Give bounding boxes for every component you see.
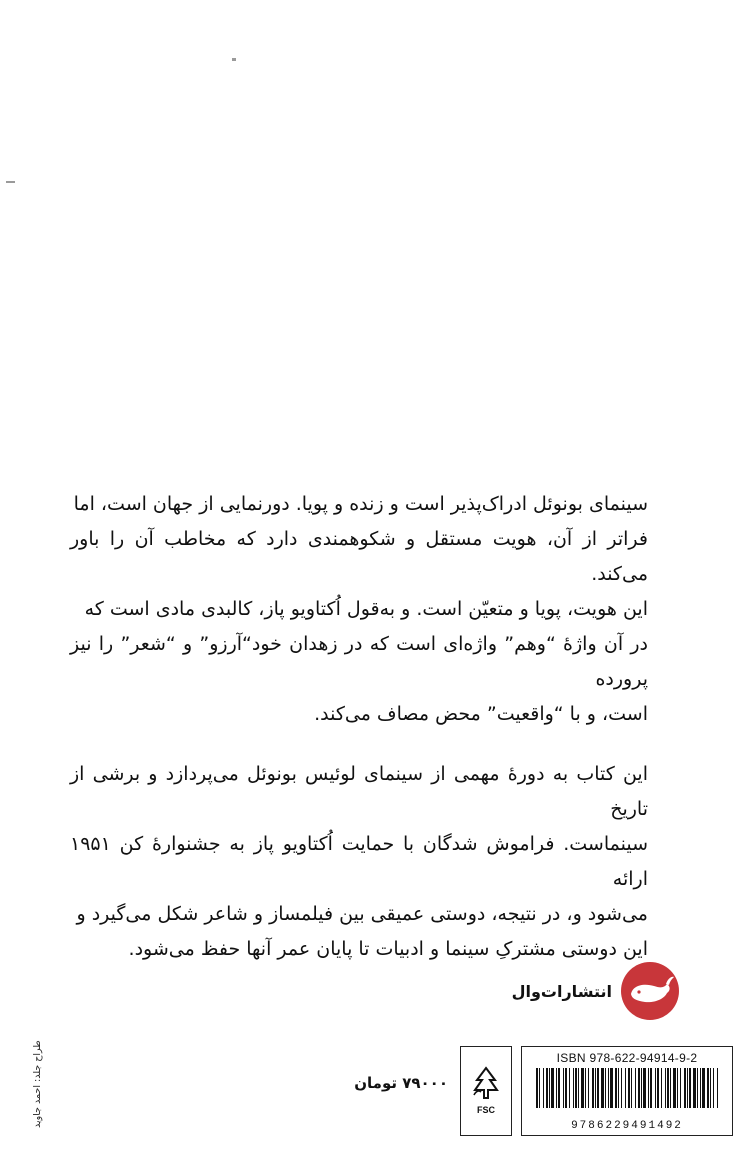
isbn-barcode [521, 1046, 733, 1136]
paper-speck [6, 181, 15, 183]
text-line: در آن واژهٔ “وهم” واژه‌ای است که در زهدان خود“آرزو” و “شعر” را نیز پرورده [70, 633, 648, 690]
fsc-label: FSC [477, 1105, 495, 1115]
text-line: است، و با “واقعیت” محض مصاف می‌کند. [314, 703, 648, 725]
fsc-tree-icon [468, 1065, 504, 1101]
paper-speck [232, 58, 236, 61]
description-paragraph-1 [70, 487, 648, 732]
text-line: این کتاب به دورهٔ مهمی از سینمای لوئیس بونوئل می‌پردازد و برشی از تاریخ [70, 763, 648, 820]
barcode-icon [534, 1068, 722, 1120]
fsc-mark [460, 1046, 512, 1136]
barcode-digits: 9786229491492 [571, 1120, 683, 1132]
price: ۷۹۰۰۰ تومان [354, 1074, 448, 1092]
text-line: می‌شود و، در نتیجه، دوستی عمیقی بین فیلمساز و شاعر شکل می‌گیرد و [76, 903, 648, 925]
text-line: فراتر از آن، هویت مستقل و شکوهمندی دارد که مخاطب آن را باور می‌کند. [70, 528, 648, 585]
publisher-block [500, 946, 680, 1036]
text-line: این دوستی مشترکِ سینما و ادبیات تا پایان عمر آنها حفظ می‌شود. [128, 938, 648, 960]
publisher-name: انتشارات‌وال [511, 981, 612, 1001]
text-line: سینماست. فراموش شدگان با حمایت اُکتاویو پاز به جشنوارهٔ کن ۱۹۵۱ ارائه [70, 833, 648, 890]
description-paragraph-2 [70, 757, 648, 967]
cover-designer-credit: طراح جلد: احمد جاوید [32, 1040, 43, 1128]
isbn-label: ISBN 978-622-94914-9-2 [556, 1051, 698, 1065]
text-line: این هویت، پویا و متعیّن است. و به‌قول اُکتاویو پاز، کالبدی مادی است که [84, 598, 648, 620]
text-line: سینمای بونوئل ادراک‌پذیر است و زنده و پویا. دورنمایی از جهان است، اما [73, 493, 648, 515]
whale-logo-icon [620, 961, 680, 1021]
